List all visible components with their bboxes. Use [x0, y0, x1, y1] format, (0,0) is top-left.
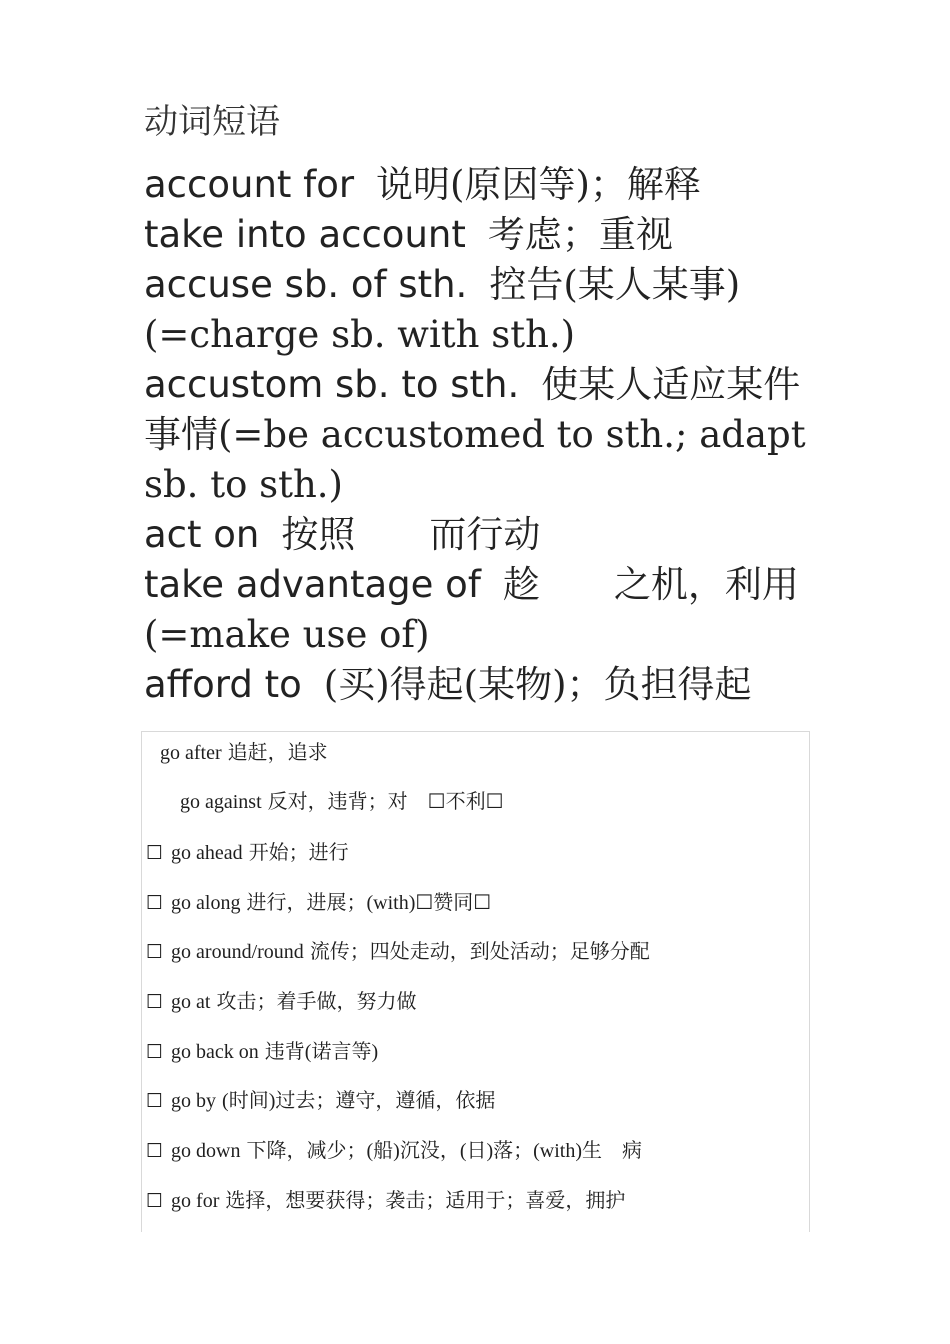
phrase-entry — [144, 660, 834, 710]
phrase-chinese: 趁 之机，利用(=make use of) — [144, 563, 799, 656]
checkbox-square-icon: ☐ — [146, 1190, 164, 1212]
go-phrase-meaning: 进行，进展；(with)☐赞同☐ — [246, 892, 492, 914]
go-phrase-term: go against — [180, 791, 262, 813]
go-phrase-meaning: (时间)过去；遵守，遵循，依据 — [222, 1090, 496, 1112]
go-phrase-meaning: 开始；进行 — [248, 842, 349, 864]
go-phrase-box — [141, 731, 810, 1232]
phrase-chinese: 使某人适应某件事情(=be accustomed to sth.; adapt sb. to sth.) — [144, 363, 806, 506]
list-item — [146, 939, 650, 965]
go-phrase-meaning: 反对，违背；对 ☐不利☐ — [267, 791, 504, 813]
verb-phrase-list — [144, 160, 834, 710]
phrase-entry — [144, 160, 834, 210]
phrase-english: act on — [144, 513, 260, 556]
go-phrase-term: go by — [171, 1090, 217, 1112]
page-title: 动词短语 — [144, 102, 280, 142]
phrase-chinese: (买)得起(某物)；负担得起 — [323, 663, 752, 706]
phrase-entry — [144, 210, 834, 260]
checkbox-square-icon: ☐ — [146, 892, 164, 914]
phrase-english: take advantage of — [144, 563, 481, 606]
go-phrase-term: go down — [171, 1140, 241, 1162]
checkbox-square-icon: ☐ — [146, 991, 164, 1013]
go-phrase-term: go ahead — [171, 842, 243, 864]
checkbox-square-icon: ☐ — [146, 1140, 164, 1162]
phrase-chinese: 说明(原因等)；解释 — [376, 163, 701, 206]
phrase-chinese: 按照 而行动 — [281, 513, 541, 556]
go-phrase-term: go around/round — [171, 941, 304, 963]
phrase-chinese: 考虑；重视 — [487, 213, 673, 256]
checkbox-square-icon: ☐ — [146, 1090, 164, 1112]
phrase-english: accustom sb. to sth. — [144, 363, 520, 406]
go-phrase-meaning: 追赶，追求 — [227, 742, 328, 764]
go-phrase-meaning: 违背(诺言等) — [264, 1041, 379, 1063]
phrase-entry — [144, 360, 834, 510]
go-phrase-meaning: 流传；四处走动，到处活动；足够分配 — [309, 941, 650, 963]
checkbox-square-icon: ☐ — [146, 941, 164, 963]
list-item — [146, 840, 349, 866]
go-phrase-term: go at — [171, 991, 211, 1013]
phrase-english: afford to — [144, 663, 302, 706]
go-phrase-term: go for — [171, 1190, 220, 1212]
list-item — [146, 890, 491, 916]
go-phrase-meaning: 选择，想要获得；袭击；适用于；喜爱，拥护 — [225, 1190, 626, 1212]
go-phrase-term: go after — [160, 742, 222, 764]
phrase-entry — [144, 510, 834, 560]
go-phrase-meaning: 下降，减少；(船)沉没，(日)落；(with)生 病 — [246, 1140, 643, 1162]
phrase-entry — [144, 560, 834, 660]
list-item — [146, 1138, 642, 1164]
checkbox-square-icon: ☐ — [146, 1041, 164, 1063]
phrase-entry — [144, 260, 834, 360]
list-item — [146, 1088, 495, 1114]
list-item — [146, 1188, 625, 1214]
list-item — [180, 789, 504, 815]
go-phrase-term: go along — [171, 892, 241, 914]
list-item — [146, 989, 416, 1015]
go-phrase-term: go back on — [171, 1041, 259, 1063]
list-item — [146, 1039, 378, 1065]
go-phrase-meaning: 攻击；着手做，努力做 — [216, 991, 417, 1013]
phrase-english: account for — [144, 163, 355, 206]
checkbox-square-icon: ☐ — [146, 842, 164, 864]
phrase-english: accuse sb. of sth. — [144, 263, 468, 306]
list-item — [160, 740, 328, 766]
phrase-chinese: 控告(某人某事)(=charge sb. with sth.) — [144, 263, 741, 356]
phrase-english: take into account — [144, 213, 466, 256]
